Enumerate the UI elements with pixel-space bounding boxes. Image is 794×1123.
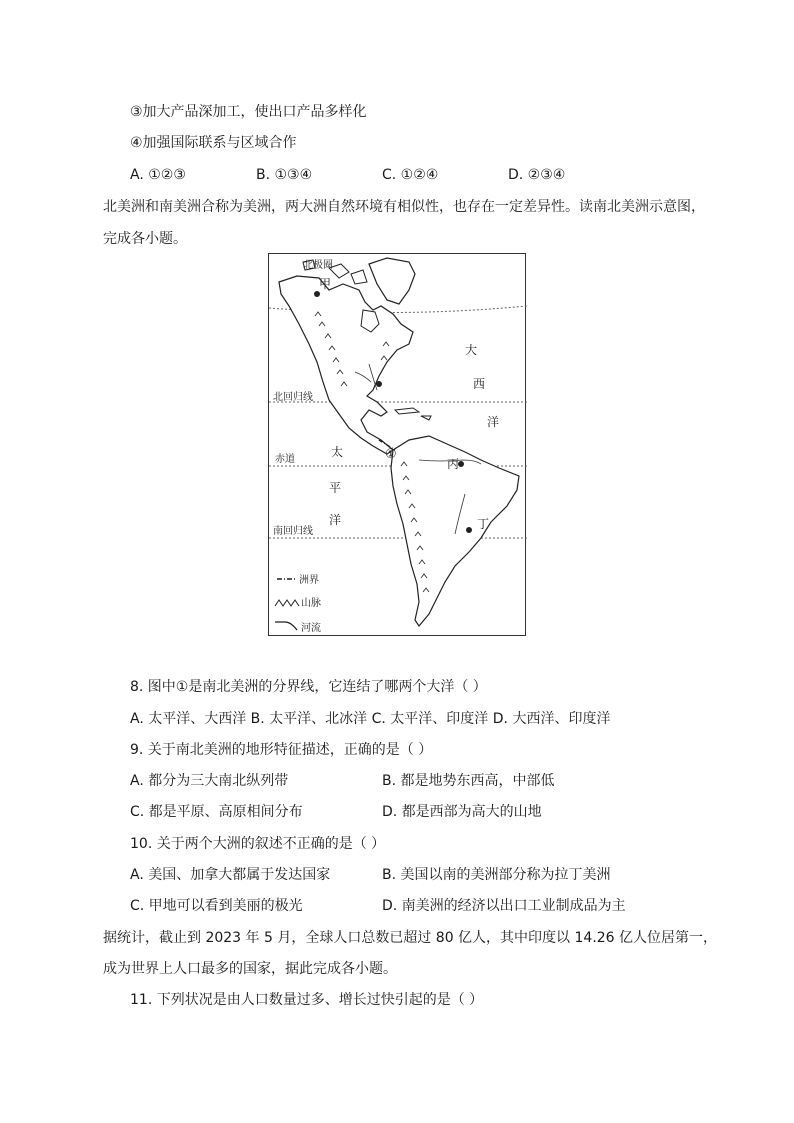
prev-choice-c: C. ①②④	[382, 167, 439, 183]
q10-choice-d: D. 南美洲的经济以出口工业制成品为主	[382, 898, 626, 914]
point-ding-label: 丁	[477, 517, 490, 531]
q9-choice-d: D. 都是西部为高大的山地	[382, 804, 542, 820]
legend-mountain-label: 山脉	[301, 598, 321, 609]
legend-boundary	[277, 573, 319, 586]
arctic-island-2	[351, 270, 367, 284]
q9-choice-a: A. 都分为三大南北纵列带	[130, 773, 289, 789]
americas-map	[268, 253, 526, 636]
atlantic-label-2: 西	[473, 377, 486, 391]
marker-1-label: ①	[385, 447, 397, 462]
prev-option-item-4: ④加强国际联系与区域合作	[130, 135, 297, 151]
legend-river	[275, 621, 321, 634]
q10-choice-a: A. 美国、加拿大都属于发达国家	[130, 867, 331, 883]
americas-map-svg	[269, 254, 527, 637]
atlantic-label-1: 大	[465, 343, 478, 357]
legend-mountain	[275, 596, 321, 609]
tropic-capricorn-label: 南回归线	[273, 526, 313, 537]
point-jia-label: 甲	[319, 277, 332, 291]
pacific-label-2: 平	[329, 481, 342, 495]
tropic-cancer-label: 北回归线	[273, 392, 313, 403]
prev-choice-b: B. ①③④	[256, 167, 313, 183]
point-jia-dot	[314, 291, 320, 297]
arctic-circle-label: 北极圈	[303, 260, 333, 271]
legend-river-icon	[275, 622, 297, 630]
q8-options: A. 太平洋、大西洋 B. 太平洋、北冰洋 C. 太平洋、印度洋 D. 大西洋、印度洋	[130, 711, 611, 727]
stat-line-2: 成为世界上人口最多的国家，据此完成各小题。	[103, 961, 397, 977]
point-ding-dot	[466, 527, 472, 533]
q9-stem: 9. 关于南北美洲的地形特征描述，正确的是（ ）	[130, 742, 433, 758]
prev-choice-a: A. ①②③	[130, 167, 186, 183]
caribbean-island-1	[395, 408, 419, 414]
q10-choice-c: C. 甲地可以看到美丽的极光	[130, 898, 303, 914]
q9-choice-b: B. 都是地势东西高，中部低	[382, 773, 555, 789]
point-us-dot	[376, 381, 382, 387]
q10-choice-b: B. 美国以南的美洲部分称为拉丁美洲	[382, 867, 611, 883]
pacific-label-3: 洋	[329, 513, 342, 527]
q9-choice-c: C. 都是平原、高原相间分布	[130, 804, 303, 820]
greenland-shape	[369, 258, 415, 304]
pacific-label-1: 太	[331, 445, 344, 459]
caribbean-island-2	[421, 416, 431, 420]
q11-stem: 11. 下列状况是由人口数量过多、增长过快引起的是（ ）	[130, 992, 484, 1008]
q10-stem: 10. 关于两个大洲的叙述不正确的是（ ）	[130, 836, 386, 852]
north-america-shape	[279, 276, 413, 454]
legend-boundary-label: 洲界	[299, 575, 319, 586]
prev-choice-d: D. ②③④	[508, 167, 566, 183]
equator-label: 赤道	[275, 454, 295, 465]
intro-line-2: 完成各小题。	[103, 231, 187, 247]
atlantic-label-3: 洋	[487, 415, 500, 429]
point-bing-label: 丙	[447, 457, 460, 471]
legend-mountain-icon	[275, 600, 299, 606]
intro-line-1: 北美洲和南美洲合称为美洲，两大洲自然环境有相似性，也存在一定差异性。读南北美洲示意图，	[103, 199, 705, 215]
prev-option-item-3: ③加大产品深加工，使出口产品多样化	[130, 104, 367, 120]
stat-line-1: 据统计，截止到 2023 年 5 月，全球人口总数已超过 80 亿人，其中印度以 14.26 亿人位居第一，	[103, 930, 718, 946]
legend-river-label: 河流	[301, 623, 321, 634]
q8-stem: 8. 图中①是南北美洲的分界线，它连结了哪两个大洋（ ）	[130, 679, 487, 695]
